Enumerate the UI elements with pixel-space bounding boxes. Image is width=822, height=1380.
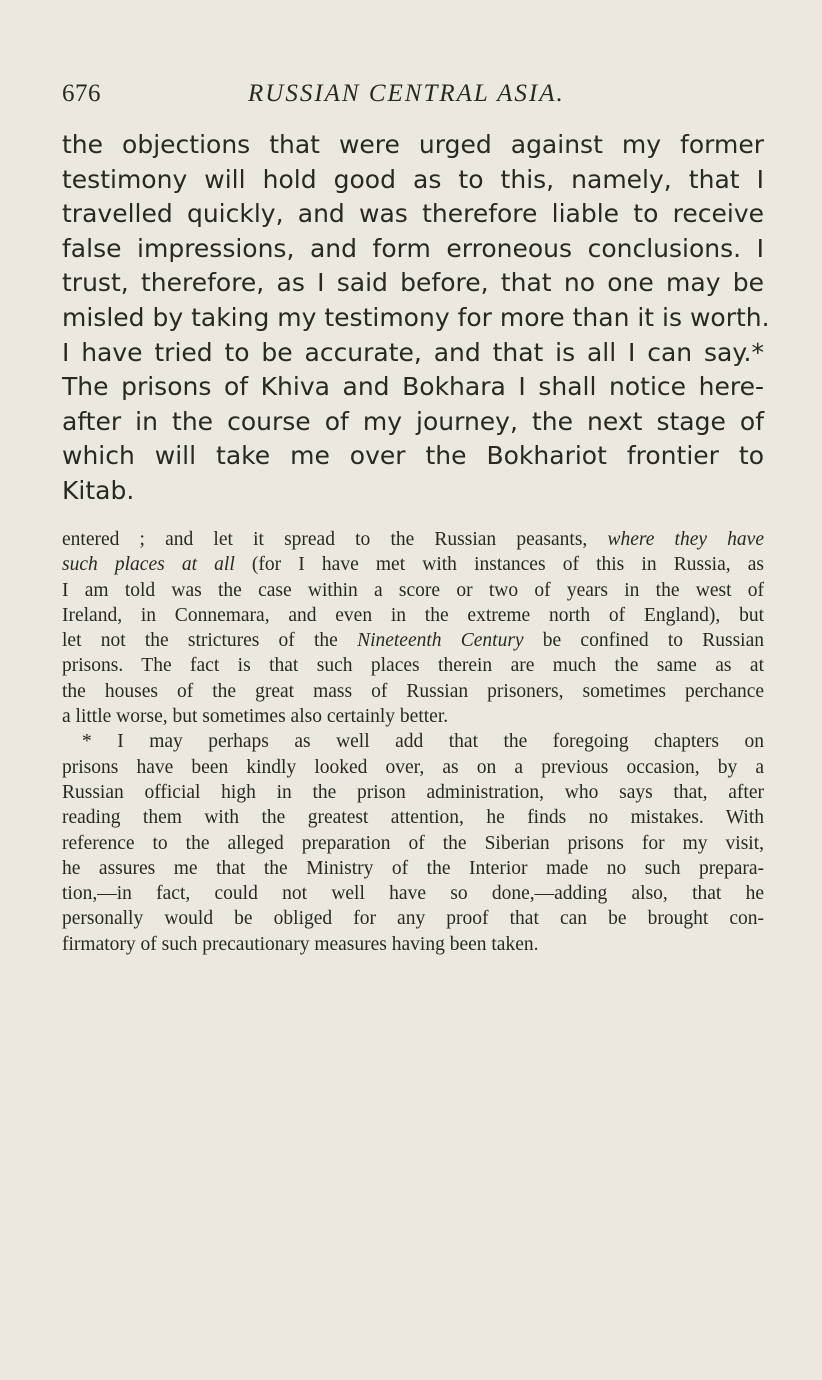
footnote-line — [62, 527, 764, 552]
footnote-line: I am told was the case within a score or two of years in the west of — [62, 579, 764, 601]
footnote-italic-text: where they have — [607, 529, 764, 550]
footnote-text: (for I have met with instances of this in Russia, as — [251, 554, 764, 576]
main-text-line: which will take me over the Bokhariot frontier to — [62, 441, 764, 471]
main-text-line: I have tried to be accurate, and that is all I can say.* — [62, 337, 764, 367]
main-text — [62, 128, 770, 509]
footnote-line — [62, 628, 764, 653]
footnote-line: prisons. The fact is that such places therein are much the same as at — [62, 655, 764, 677]
main-text-line: misled by taking my testimony for more than it is worth. — [62, 302, 770, 332]
footnote-line: Russian official high in the prison administration, who says that, after — [62, 781, 764, 803]
main-text-line: false impressions, and form erroneous conclusions. I — [62, 233, 764, 263]
footnote-line: he assures me that the Ministry of the Interior made no such prepara- — [62, 857, 764, 879]
footnote-italic-text: such places at all — [62, 554, 235, 576]
footnote-line: personally would be obliged for any proof that can be brought con- — [62, 908, 764, 930]
footnote-line — [62, 552, 764, 577]
main-text-line: Kitab. — [62, 475, 135, 505]
footnote-line: firmatory of such precautionary measures having been taken. — [62, 933, 539, 955]
main-text-line: travelled quickly, and was therefore liable to receive — [62, 199, 764, 229]
footnotes — [62, 527, 764, 957]
footnote-line: prisons have been kindly looked over, as on a previous occasion, by a — [62, 756, 764, 778]
main-text-line: trust, therefore, as I said before, that no one may be — [62, 268, 764, 298]
running-title: RUSSIAN CENTRAL ASIA. — [248, 80, 565, 107]
footnote-line: tion,—in fact, could not well have so done,—adding also, that he — [62, 883, 764, 905]
running-head — [62, 80, 762, 116]
footnote-line: reading them with the greatest attention, he finds no mistakes. With — [62, 807, 764, 829]
footnote-line: a little worse, but sometimes also certainly better. — [62, 706, 449, 728]
footnote-italic-text: Nineteenth Century — [357, 630, 524, 652]
footnote-line: * I may perhaps as well add that the foregoing chapters on — [82, 731, 764, 753]
main-text-line: the objections that were urged against my former — [62, 130, 764, 159]
footnote-continued — [62, 527, 764, 729]
footnote-text: let not the strictures of the — [62, 630, 338, 652]
footnote-text: entered ; and let it spread to the Russian peasants, — [62, 529, 588, 550]
page-number: 676 — [62, 80, 101, 107]
footnote-text: be confined to Russian — [542, 630, 764, 652]
main-text-line: The prisons of Khiva and Bokhara I shall notice here- — [62, 372, 764, 402]
footnote-line: Ireland, in Connemara, and even in the extreme north of England), but — [62, 604, 764, 626]
footnote-line: reference to the alleged preparation of the Siberian prisons for my visit, — [62, 832, 764, 854]
main-text-line: testimony will hold good as to this, namely, that I — [62, 164, 764, 194]
main-text-line: after in the course of my journey, the next stage of — [62, 406, 764, 436]
footnote-line: the houses of the great mass of Russian prisoners, sometimes perchance — [62, 680, 764, 702]
footnote-star — [62, 729, 764, 957]
